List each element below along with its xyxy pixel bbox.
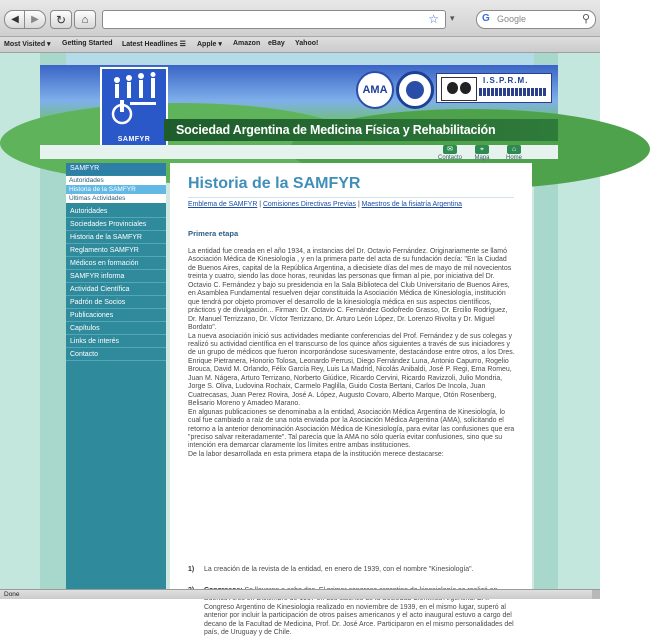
sidebar-menu xyxy=(66,163,166,589)
isprm-emblem-icon xyxy=(441,77,477,101)
sidebar-subitem-actividades[interactable]: Últimas Actividades xyxy=(66,194,166,203)
sidebar-item-historia[interactable]: Historia de la SAMFYR xyxy=(66,232,166,244)
link-comisiones[interactable]: Comisiones Directivas Previas xyxy=(262,201,357,208)
reload-button[interactable] xyxy=(50,10,72,29)
bookmark-most-visited[interactable]: Most Visited ▾ xyxy=(4,41,51,48)
sidebar-item-reglamento[interactable]: Reglamento SAMFYR xyxy=(66,245,166,257)
dropdown-arrow-icon[interactable]: ▾ xyxy=(450,13,455,23)
intro-text xyxy=(188,248,516,459)
samfyr-logo[interactable] xyxy=(100,67,168,147)
search-input[interactable] xyxy=(476,10,596,29)
url-bar[interactable] xyxy=(102,10,446,29)
ama-logo[interactable]: AMA xyxy=(356,71,394,109)
status-text: Done xyxy=(4,591,20,598)
magnifier-icon[interactable]: ⚲ xyxy=(581,13,590,25)
sidebar-subitem-autoridades[interactable]: Autoridades xyxy=(66,176,166,185)
sidebar-item-sociedades[interactable]: Sociedades Provinciales xyxy=(66,219,166,231)
back-arrow-icon: ◀ xyxy=(11,14,19,25)
map-link[interactable] xyxy=(465,145,499,162)
home-button[interactable] xyxy=(74,10,96,29)
history-links xyxy=(188,201,462,208)
page-title: Historia de la SAMFYR xyxy=(188,175,361,192)
home-link[interactable] xyxy=(497,145,531,162)
page-top-strip xyxy=(0,53,600,65)
human-figures-icon xyxy=(108,72,160,128)
home-label: Home xyxy=(505,155,522,161)
seal-emblem-icon xyxy=(406,81,424,99)
resize-grip[interactable] xyxy=(592,590,600,599)
bookmark-amazon[interactable]: Amazon xyxy=(233,40,261,47)
site-title: Sociedad Argentina de Medicina Física y Rehabilitación xyxy=(176,123,496,137)
bookmark-apple[interactable]: Apple ▾ xyxy=(197,41,222,48)
isprm-logo[interactable] xyxy=(436,73,552,103)
forward-button[interactable] xyxy=(24,10,46,29)
back-button[interactable] xyxy=(4,10,26,29)
item-body: La creación de la revista de la entidad, en enero de 1939, con el nombre "Kinesiología". xyxy=(204,566,474,573)
forward-arrow-icon: ▶ xyxy=(31,14,39,25)
sidebar-item-padron[interactable]: Padrón de Socios xyxy=(66,297,166,309)
item-body: Congreso Argentino de Kinesiologia realizado en noviembre de 1939, en el mismo lugar, superó al anterior por incluir la participación de otros países americanos y el acto inaugural estuvo a cargo del decano de la Facultad de Medicina, Prof. Dr. José Arce. Participaron en el mismo personalidades del país, de Uruguay y de Chile. xyxy=(204,603,514,637)
search-placeholder: Google xyxy=(497,14,527,24)
map-icon: ⌖ xyxy=(475,145,489,154)
isprm-text: I.S.P.R.M. xyxy=(483,76,529,85)
sidebar-header[interactable]: SAMFYR xyxy=(66,163,166,175)
site-banner xyxy=(40,65,558,145)
bookmark-ebay[interactable]: eBay xyxy=(268,40,285,47)
sidebar-item-links[interactable]: Links de interés xyxy=(66,336,166,348)
sidebar-subitem-historia[interactable]: Historia de la SAMFYR xyxy=(66,185,166,194)
logo-text: SAMFYR xyxy=(117,136,151,143)
seal-logo[interactable] xyxy=(396,71,434,109)
sidebar-item-capitulos[interactable]: Capítulos xyxy=(66,323,166,335)
bookmark-yahoo[interactable]: Yahoo! xyxy=(295,40,319,47)
sidebar-item-autoridades[interactable]: Autoridades xyxy=(66,206,166,218)
envelope-icon: ✉ xyxy=(443,145,457,154)
section-title: Primera etapa xyxy=(188,229,239,238)
link-separator: | xyxy=(259,201,262,208)
sidebar-item-publicaciones[interactable]: Publicaciones xyxy=(66,310,166,322)
title-divider xyxy=(188,197,514,198)
bookmarks-bar xyxy=(0,37,600,53)
bookmark-getting-started[interactable]: Getting Started xyxy=(62,40,113,47)
bookmark-star-icon[interactable]: ☆ xyxy=(428,12,439,26)
house-icon: ⌂ xyxy=(507,145,521,154)
sidebar-item-contacto[interactable]: Contacto xyxy=(66,349,166,361)
browser-toolbar xyxy=(0,0,600,37)
paragraph: En algunas publicaciones se denominaba a la entidad, Asociación Médica Argentina de Kinesiología, lo cual fue cambiado a raíz de una nota enviada por la Asociación Médica Argentina (AMA), solicitando el retorno a la anterior denominación Asociación Médica de Kinesiología, para evitar las confusiones que era "preciso salvar reiteradamente". Tal parecía que la AMA no sólo quería evitar confusiones, sino que su intención era demarcar claramente los límites entre ambas instituciones. xyxy=(188,408,515,450)
main-content xyxy=(170,163,532,637)
contact-link[interactable] xyxy=(433,145,467,162)
item-number: 1) xyxy=(188,566,195,573)
paragraph: La entidad fue creada en el año 1934, a instancias del Dr. Octavio Fernández. Originariamente se llamó Asociación Médica de Kinesiología , y en la primera parte del acta de su fundación decía: "En la Ciudad de Buenos Aires, capital de la República Argentina, a diecisiete días del mes de mayo de mil novecientos treinta y cuatro, siendo las doce horas, reunidas las personas que firman al pie, por iniciativa del Dr. Octavio C. Fernández y bajo su presidencia en la Sala Biblioteca del Club Universitario de Buenos Aires, en Asamblea Fundamental resuelven dejar constituida la Asociación Médica de Kinesiología, institución que tendrá por objeto promover el desarrollo de la kinesiología médica en sus aspectos científicos, prácticos y de divulgación... Firman: Dr. Octavio C. Fernández Godofredo Grasso, Dr. Ercilio Rodríguez, Dr. Manuel Terrizzano, Dr. Víctor Terrizzano, Dr. Arturo León López, Dr. Lorenzo Rivolta y Dr. Miguel Bordato". xyxy=(188,248,512,332)
bookmark-latest-headlines[interactable]: Latest Headlines ☰ xyxy=(122,41,186,48)
link-separator: | xyxy=(357,201,360,208)
link-maestros[interactable]: Maestros de la fisiatría Argentina xyxy=(361,201,463,208)
sidebar-item-medicos[interactable]: Médicos en formación xyxy=(66,258,166,270)
google-icon: G xyxy=(482,13,490,24)
paragraph: La nueva asociación inició sus actividades mediante conferencias del Prof. Fernández y de sus colegas y realizó su actividad científica en el transcurso de los quince años siguientes a través de sus iniciadores y de un grupo de médicos que fueron incorporándose sucesivamente, destacándose entre otros, a los Dres. Enrique Pietranera, Honorio Tolosa, Leonardo Perrusi, Diego Fernández Luna, Antonio Capurro, Rogelio Brouca, David M. Orlando, Félix García Rey, Luis La Madrid, Nicolás Anibaldi, José P. Regi, Ema Romeu, Juan M. Nágera, Arturo Terrizano, Norberto Giúdice, Ricardo Cervini, Ricardo Ravizzoli, Julio Mondria, Jorge S. Oliva, Ludovina Rochaix, Carmelo Paglilla, Guido Costa Bertani, Carlos De Incola, Juan Cuatrecasas, Juan Perez Rovira, José A. López, Augusto Covaro, Alberto Marque, Otón Rosenberg, Belisario Moreno y Amadeo Marano. xyxy=(188,332,515,408)
link-emblema[interactable]: Emblema de SAMFYR xyxy=(188,201,258,208)
sidebar-item-actividad[interactable]: Actividad Científica xyxy=(66,284,166,296)
status-bar xyxy=(0,589,600,599)
isprm-subtitle-bar xyxy=(479,88,547,96)
map-label: Mapa xyxy=(474,155,490,161)
paragraph: De la labor desarrollada en esta primera etapa de la institución merece destacarse: xyxy=(188,450,444,458)
sidebar-item-informa[interactable]: SAMFYR informa xyxy=(66,271,166,283)
contact-label: Contacto xyxy=(437,155,462,161)
home-icon: ⌂ xyxy=(81,13,89,26)
item-text xyxy=(204,566,516,574)
reload-icon: ↻ xyxy=(55,12,67,27)
header-icon-bar xyxy=(40,145,558,159)
